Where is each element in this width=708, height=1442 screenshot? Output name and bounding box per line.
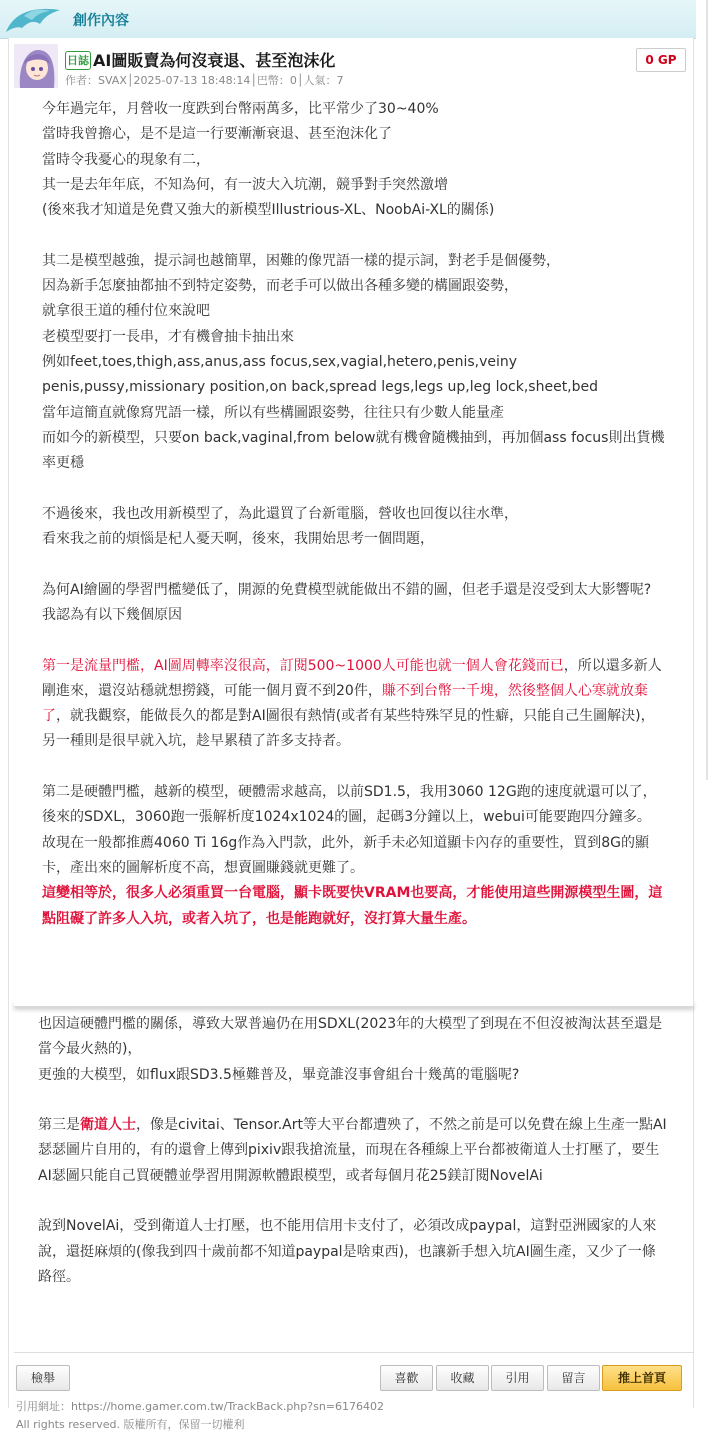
highlight-paragraph: 這變相等於，很多人必須重買一台電腦，顯卡既要快VRAM也要高，才能使用這些開源模型生圖，這點阻礙了許多人入坑，或者入坑了，也是能跑就好，沒打算大量生產。	[42, 885, 663, 927]
section-title: 創作內容	[73, 13, 129, 29]
paragraph: 看來我之前的煩惱是杞人憂天啊，後來，我開始思考一個問題，	[42, 531, 434, 548]
paragraph-text: ，所以還多新人剛進來，還沒站穩就想撈錢，可能一個月賣不到20件，	[42, 657, 662, 699]
paragraph: 當時令我憂心的現象有二，	[42, 151, 210, 168]
avatar[interactable]	[14, 44, 58, 88]
paragraph-text: 第三是	[38, 1117, 80, 1134]
paragraph: 第二是硬體門檻，越新的模型，硬體需求越高，以前SD1.5，我用3060 12G跑的速度就還可以了，後來的SDXL，3060跑一張解析度1024x1024的圖，起碼3分鐘以上，webui可能要跑四分鐘多。	[42, 784, 657, 826]
paragraph: (後來我才知道是免費又強大的新模型Illustrious-XL、NoobAi-XL的關係)	[42, 202, 495, 219]
paragraph: 因為新手怎麼抽都抽不到特定姿勢，而老手可以做出各種多變的構圖跟姿勢，	[42, 278, 518, 295]
paragraph: 為何AI繪圖的學習門檻變低了，開源的免費模型就能做出不錯的圖，但老手還是沒受到太大影響呢?	[42, 581, 652, 598]
paragraph-text: ，就我觀察，能做長久的都是對AI圖很有熱情(或者有某些特殊罕見的性癖，只能自己生圖解決)，另一種則是很早就入坑，趁早累積了許多支持者。	[42, 708, 655, 750]
section-header	[0, 0, 696, 39]
like-button[interactable]: 喜歡	[380, 1365, 433, 1391]
paragraph: 就拿很王道的種付位來說吧	[42, 303, 210, 320]
comment-button[interactable]: 留言	[547, 1365, 600, 1391]
paragraph: 例如feet,toes,thigh,ass,anus,ass focus,sex,vagial,hetero,penis,veiny penis,pussy,missionary position,on back,spread legs,legs up,leg lock,sheet,bed	[42, 353, 599, 396]
bahamut-dragon-icon	[4, 2, 64, 36]
paragraph: 其二是模型越強，提示詞也越簡單，困難的像咒語一樣的提示詞，對老手是個優勢，	[42, 252, 560, 269]
paragraph: 說到NovelAi，受到衛道人士打壓，也不能用信用卡支付了，必須改成paypal，這對亞洲國家的人來說，還挺麻煩的(像我到四十歲前都不知道paypal是啥東西)，也讓新手想入坑AI圖生產，又少了一條路徑。	[38, 1218, 657, 1285]
paragraph: 當年這簡直就像寫咒語一樣，所以有些構圖跟姿勢，往往只有少數人能量產	[42, 404, 504, 421]
fold-divider	[14, 1000, 694, 1007]
paragraph: 更強的大模型，如flux跟SD3.5極難普及，畢竟誰沒事會組台十幾萬的電腦呢?	[38, 1066, 520, 1083]
paragraph-text: ，像是civitai、Tensor.Art等大平台都遭殃了，不然之前是可以免費在線上生產一點AI瑟瑟圖片自用的，有的還會上傳到pixiv跟我搶流量，而現在各種線上平台都被衛道人士打壓了，要生AI瑟圖只能自己買硬體並學習用開源軟體跟模型，或者每個月花25鎂訂閱NovelAi	[38, 1117, 667, 1184]
paragraph: 也因這硬體門檻的關係，導致大眾普遍仍在用SDXL(2023年的大模型了到現在不但沒被淘汰甚至還是當今最火熱的)，	[38, 1016, 663, 1058]
diary-badge: 日誌	[65, 51, 91, 70]
push-homepage-button[interactable]: 推上首頁	[602, 1365, 682, 1391]
paragraph: 當時我曾擔心，是不是這一行要漸漸衰退、甚至泡沫化了	[42, 126, 392, 143]
paragraph: 而如今的新模型，只要on back,vaginal,from below就有機會隨機抽到，再加個ass focus則出貨機率更穩	[42, 429, 665, 472]
article-title: AI圖販賣為何沒衰退、甚至泡沫化	[93, 51, 336, 70]
paragraph: 不過後來，我也改用新模型了，為此還買了台新電腦，營收也回復以往水準，	[42, 505, 518, 522]
paragraph: 我認為有以下幾個原因	[42, 606, 182, 623]
paragraph: 其一是去年年底，不知為何，有一波大入坑潮，競爭對手突然激增	[42, 176, 448, 193]
footer-divider	[14, 1352, 694, 1353]
collect-button[interactable]: 收藏	[436, 1365, 489, 1391]
gp-button[interactable]: 0 GP	[636, 48, 686, 72]
paragraph: 老模型要打一長串，才有機會抽卡抽出來	[42, 328, 294, 345]
paragraph	[38, 1113, 668, 1189]
article-body	[42, 97, 668, 932]
paragraph: 今年過完年，月營收一度跌到台幣兩萬多，比平常少了30~40%	[42, 101, 439, 117]
highlight-text: 第一是流量門檻，AI圖周轉率沒很高，訂閱500~1000人可能也就一個人會花錢而已	[42, 657, 564, 674]
report-button[interactable]: 檢舉	[16, 1365, 70, 1391]
highlight-text: 衛道人士	[80, 1117, 136, 1134]
paragraph: 故現在一般都推薦4060 Ti 16g作為入門款，此外，新手未必知道顯卡內存的重要性，買到8G的顯卡，產出來的圖解析度不高，想賣圖賺錢就更難了。	[42, 834, 649, 876]
article-meta: 作者：SVAX│2025-07-13 18:48:14│巴幣：0│人氣：7	[65, 74, 344, 87]
quote-button[interactable]: 引用	[491, 1365, 544, 1391]
copyright: All rights reserved. 版權所有，保留一切權利	[16, 1418, 245, 1431]
article-body-continued	[38, 1012, 668, 1290]
trackback-url: 引用網址：https://home.gamer.com.tw/TrackBack.php?sn=6176402	[16, 1400, 385, 1413]
highlight-text: 賺不到台幣一千塊，然後整個人心寒就放棄了	[42, 682, 648, 725]
paragraph	[42, 654, 668, 755]
avatar-icon	[14, 44, 58, 88]
